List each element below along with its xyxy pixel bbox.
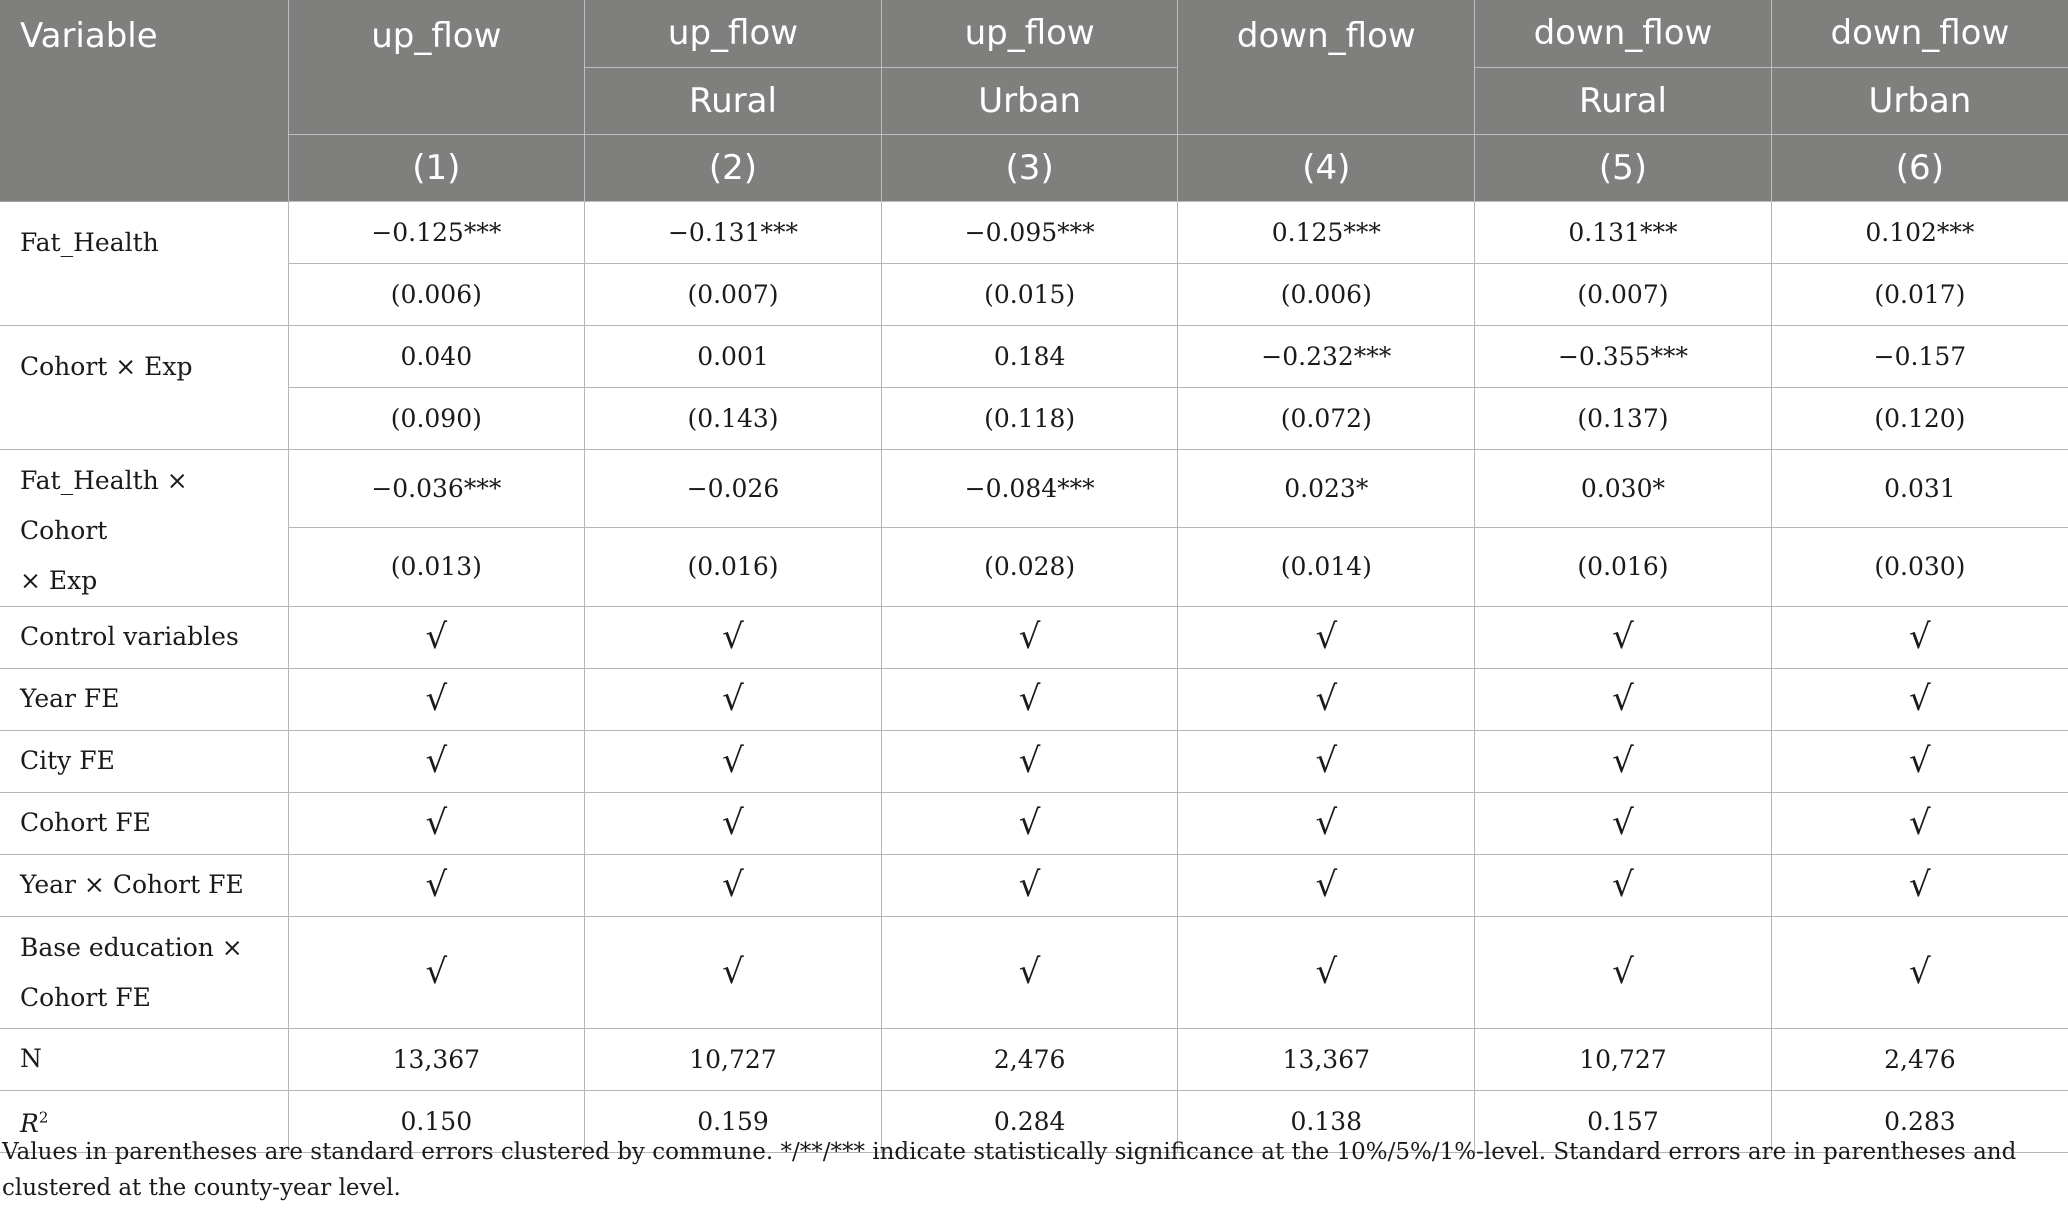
check-mark: √ [288,668,585,730]
r2-cell: 0.283 [1771,1090,2068,1152]
table-row [0,387,2068,449]
row-label-base-education-line1: Base education × [20,932,243,962]
check-mark: √ [585,792,882,854]
col3-number-header: (3) [881,134,1178,201]
col4-number-header: (4) [1178,134,1475,201]
table-row [0,854,2068,916]
row-label-base-education-line2: Cohort FE [20,982,151,1012]
table-row [0,325,2068,387]
table-header [0,0,2068,201]
row-label-fat-health: Fat_Health [0,201,288,325]
col6-number-header: (6) [1771,134,2068,201]
row-label-n: N [0,1028,288,1090]
check-mark: √ [1771,668,2068,730]
table-body [0,201,2068,1152]
row-label-cohort-fe: Cohort FE [0,792,288,854]
table-row [0,792,2068,854]
check-mark: √ [1475,606,1772,668]
se-cell: (0.143) [585,387,882,449]
header-row-dependent [0,0,2068,67]
row-label-year-fe: Year FE [0,668,288,730]
n-cell: 2,476 [1771,1028,2068,1090]
row-label-interaction-line1: Fat_Health × Cohort [20,465,188,545]
header-row-number [0,134,2068,201]
check-mark: √ [585,854,882,916]
check-mark: √ [1178,854,1475,916]
r2-cell: 0.157 [1475,1090,1772,1152]
se-cell: (0.015) [881,263,1178,325]
coef-cell: −0.125*** [288,201,585,263]
se-cell: (0.030) [1771,528,2068,607]
table-row [0,1028,2068,1090]
check-mark: √ [288,854,585,916]
table-row [0,201,2068,263]
se-cell: (0.016) [1475,528,1772,607]
coef-cell: −0.355*** [1475,325,1772,387]
coef-cell: 0.031 [1771,449,2068,528]
col5-dep-header: down_flow [1475,0,1772,67]
check-mark: √ [1771,916,2068,1028]
check-mark: √ [1475,668,1772,730]
check-mark: √ [1475,730,1772,792]
col6-sample-header: Urban [1771,67,2068,134]
n-cell: 10,727 [1475,1028,1772,1090]
n-cell: 13,367 [1178,1028,1475,1090]
se-cell: (0.007) [1475,263,1772,325]
table-row [0,916,2068,1028]
coef-cell: 0.184 [881,325,1178,387]
se-cell: (0.013) [288,528,585,607]
col6-dep-header: down_flow [1771,0,2068,67]
table-footnote: Values in parentheses are standard errors clustered by commune. */**/*** indicate statistically significance at the 10%/5%/1%-level. Standard errors are in parentheses and clustered at the county-year level. [2,1139,2017,1201]
check-mark: √ [881,792,1178,854]
se-cell: (0.090) [288,387,585,449]
variable-header: Variable [0,0,288,201]
col3-sample-header: Urban [881,67,1178,134]
check-mark: √ [1771,730,2068,792]
n-cell: 2,476 [881,1028,1178,1090]
check-mark: √ [1178,792,1475,854]
check-mark: √ [881,668,1178,730]
check-mark: √ [1178,606,1475,668]
col2-number-header: (2) [585,134,882,201]
check-mark: √ [1771,792,2068,854]
row-label-interaction [0,449,288,606]
col1-dep-header: up_flow [288,0,585,134]
se-cell: (0.006) [1178,263,1475,325]
coef-cell: −0.131*** [585,201,882,263]
check-mark: √ [288,916,585,1028]
check-mark: √ [1178,668,1475,730]
row-label-cohort-exp: Cohort × Exp [0,325,288,449]
check-mark: √ [881,730,1178,792]
col3-dep-header: up_flow [881,0,1178,67]
check-mark: √ [288,606,585,668]
se-cell: (0.072) [1178,387,1475,449]
table-row [0,449,2068,528]
se-cell: (0.017) [1771,263,2068,325]
col5-number-header: (5) [1475,134,1772,201]
r2-cell: 0.138 [1178,1090,1475,1152]
check-mark: √ [881,916,1178,1028]
check-mark: √ [1475,916,1772,1028]
check-mark: √ [1771,606,2068,668]
se-cell: (0.137) [1475,387,1772,449]
col1-number-header: (1) [288,134,585,201]
coef-cell: 0.102*** [1771,201,2068,263]
check-mark: √ [1178,730,1475,792]
row-label-control-variables: Control variables [0,606,288,668]
row-label-interaction-line2: × Exp [20,565,98,595]
table-row [0,528,2068,607]
coef-cell: 0.040 [288,325,585,387]
col4-dep-header: down_flow [1178,0,1475,134]
col2-dep-header: up_flow [585,0,882,67]
row-label-city-fe: City FE [0,730,288,792]
coef-cell: −0.157 [1771,325,2068,387]
check-mark: √ [1178,916,1475,1028]
row-label-base-education [0,916,288,1028]
se-cell: (0.014) [1178,528,1475,607]
check-mark: √ [585,916,882,1028]
row-label-year-cohort-fe: Year × Cohort FE [0,854,288,916]
coef-cell: 0.023* [1178,449,1475,528]
n-cell: 10,727 [585,1028,882,1090]
coef-cell: 0.125*** [1178,201,1475,263]
table-row [0,606,2068,668]
col2-sample-header: Rural [585,67,882,134]
check-mark: √ [585,730,882,792]
se-cell: (0.006) [288,263,585,325]
se-cell: (0.118) [881,387,1178,449]
coef-cell: −0.232*** [1178,325,1475,387]
coef-cell: −0.095*** [881,201,1178,263]
check-mark: √ [1771,854,2068,916]
coef-cell: 0.131*** [1475,201,1772,263]
check-mark: √ [288,792,585,854]
se-cell: (0.007) [585,263,882,325]
r-squared-symbol: $R^2$ [20,1108,49,1139]
table-row [0,263,2068,325]
coef-cell: −0.084*** [881,449,1178,528]
table-row [0,730,2068,792]
coef-cell: 0.030* [1475,449,1772,528]
n-cell: 13,367 [288,1028,585,1090]
se-cell: (0.028) [881,528,1178,607]
col5-sample-header: Rural [1475,67,1772,134]
check-mark: √ [1475,792,1772,854]
check-mark: √ [881,606,1178,668]
check-mark: √ [881,854,1178,916]
coef-cell: −0.026 [585,449,882,528]
check-mark: √ [1475,854,1772,916]
check-mark: √ [288,730,585,792]
r2-cell: 0.150 [288,1090,585,1152]
table-row [0,668,2068,730]
se-cell: (0.016) [585,528,882,607]
r2-cell: 0.284 [881,1090,1178,1152]
check-mark: √ [585,668,882,730]
coef-cell: −0.036*** [288,449,585,528]
se-cell: (0.120) [1771,387,2068,449]
r2-cell: 0.159 [585,1090,882,1152]
coef-cell: 0.001 [585,325,882,387]
check-mark: √ [585,606,882,668]
